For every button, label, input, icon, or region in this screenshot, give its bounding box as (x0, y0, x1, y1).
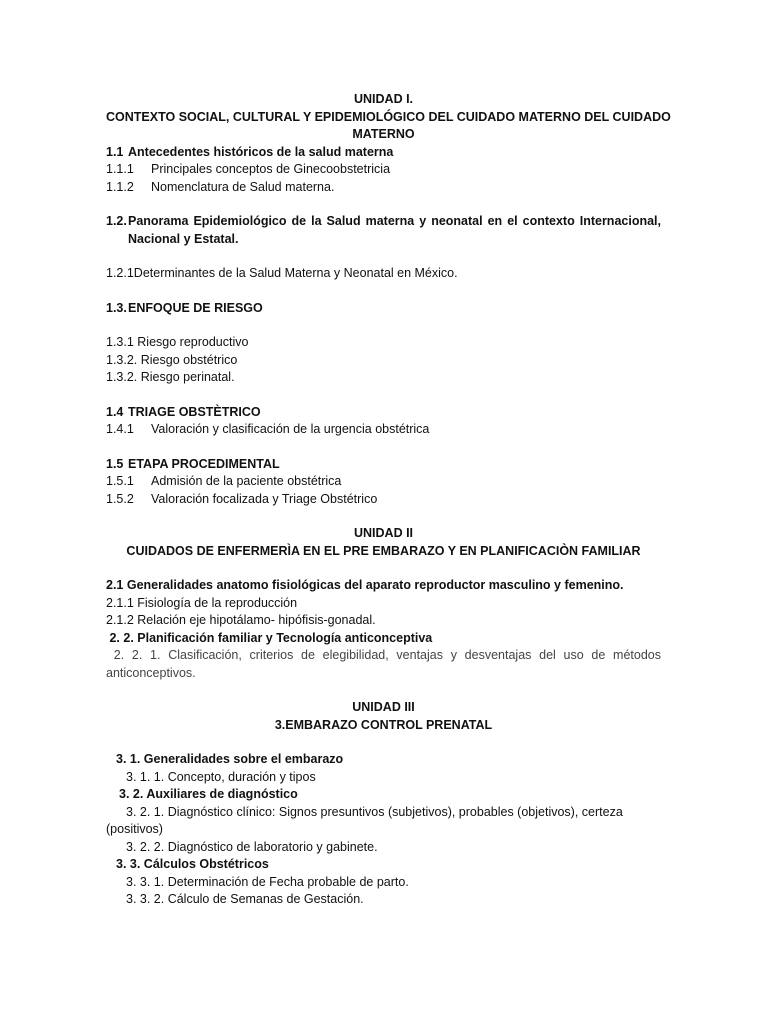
section-1-3-number: 1.3. (106, 300, 127, 315)
section-2-1: 2.1 Generalidades anatomo fisiológicas del aparato reproductor masculino y femenino. (106, 578, 624, 592)
section-2-2-1-line-2: anticonceptivos. (106, 665, 196, 680)
section-1-1-1-text: Principales conceptos de Ginecoobstetricia (151, 162, 391, 176)
section-3-3-2: 3. 3. 2. Cálculo de Semanas de Gestación. (126, 892, 364, 906)
unit-1-subtitle-line-1: CONTEXTO SOCIAL, CULTURAL Y EPIDEMIOLÓGICO DEL CUIDADO MATERNO DEL CUIDADO (106, 109, 671, 124)
section-3-2-1-line-2: (positivos) (106, 822, 163, 836)
section-3-1: 3. 1. Generalidades sobre el embarazo (116, 752, 344, 766)
unit-3-subtitle: 3.EMBARAZO CONTROL PRENATAL (274, 717, 493, 732)
section-1-4-1-text: Valoración y clasificación de la urgencia obstétrica (151, 422, 430, 436)
section-2-2: 2. 2. Planificación familiar y Tecnología anticonceptiva (106, 630, 433, 645)
section-1-1-2-text: Nomenclatura de Salud materna. (151, 179, 335, 194)
section-1-1-1 (106, 161, 661, 179)
unit-2-subtitle: CUIDADOS DE ENFERMERÌA EN EL PRE EMBARAZO Y EN PLANIFICACIÒN FAMILIAR (126, 543, 641, 558)
section-3-3: 3. 3. Cálculos Obstétricos (116, 857, 269, 871)
unit-2-title: UNIDAD II (353, 526, 414, 540)
section-3-1-1: 3. 1. 1. Concepto, duración y tipos (126, 769, 316, 784)
section-1-2 (106, 213, 661, 231)
section-1-5-1-number: 1.5.1 (106, 474, 134, 488)
section-1-2-text-line-2: Nacional y Estatal. (128, 231, 239, 246)
section-1-1-2 (106, 179, 661, 197)
section-1-5-2 (106, 491, 661, 509)
section-1-4-1-number: 1.4.1 (106, 422, 134, 436)
section-1-4 (106, 404, 661, 422)
section-3-2: 3. 2. Auxiliares de diagnóstico (119, 787, 298, 801)
section-1-4-1 (106, 421, 661, 439)
section-1-1-1-number: 1.1.1 (106, 162, 134, 176)
section-1-3-3: 1.3.2. Riesgo perinatal. (106, 370, 235, 384)
section-2-1-2: 2.1.2 Relación eje hipotálamo- hipófisis-gonadal. (106, 613, 376, 627)
section-1-5-2-text: Valoración focalizada y Triage Obstétrico (151, 491, 378, 506)
section-1-4-text: TRIAGE OBSTÈTRICO (128, 404, 261, 419)
section-3-2-2: 3. 2. 2. Diagnóstico de laboratorio y gabinete. (126, 839, 378, 854)
section-1-2-number: 1.2. (106, 214, 127, 228)
section-1-1-number: 1.1 (106, 144, 124, 159)
section-1-5-text: ETAPA PROCEDIMENTAL (128, 456, 280, 471)
section-1-1 (106, 144, 661, 162)
section-1-5-number: 1.5 (106, 456, 124, 471)
section-1-1-2-number: 1.1.2 (106, 179, 134, 194)
section-1-5 (106, 456, 661, 474)
section-3-2-1-line-1: 3. 2. 1. Diagnóstico clínico: Signos presuntivos (subjetivos), probables (objetivos), certeza (126, 804, 623, 819)
section-1-2-text-line-1: Panorama Epidemiológico de la Salud materna y neonatal en el contexto Internacional, (128, 214, 661, 228)
section-1-4-number: 1.4 (106, 404, 124, 419)
unit-3-title: UNIDAD III (352, 700, 415, 714)
section-1-3 (106, 300, 661, 318)
section-1-5-2-number: 1.5.2 (106, 491, 134, 506)
section-1-3-text: ENFOQUE DE RIESGO (128, 300, 263, 315)
section-1-5-1 (106, 473, 661, 491)
unit-1-subtitle-line-2: MATERNO (352, 127, 415, 141)
section-3-3-1: 3. 3. 1. Determinación de Fecha probable de parto. (126, 874, 409, 889)
section-1-3-2: 1.3.2. Riesgo obstétrico (106, 352, 238, 367)
unit-1-title: UNIDAD I. (353, 92, 414, 106)
section-2-2-1-line-1: 2. 2. 1. Clasificación, criterios de elegibilidad, ventajas y desventajas del uso de métodos (106, 648, 661, 662)
section-1-3-1: 1.3.1 Riesgo reproductivo (106, 335, 249, 349)
section-2-1-1: 2.1.1 Fisiología de la reproducción (106, 595, 298, 610)
document-page (106, 91, 671, 909)
section-1-2-1: 1.2.1Determinantes de la Salud Materna y Neonatal en México. (106, 266, 458, 280)
section-1-1-text: Antecedentes históricos de la salud materna (128, 144, 394, 159)
section-1-5-1-text: Admisión de la paciente obstétrica (151, 474, 342, 488)
